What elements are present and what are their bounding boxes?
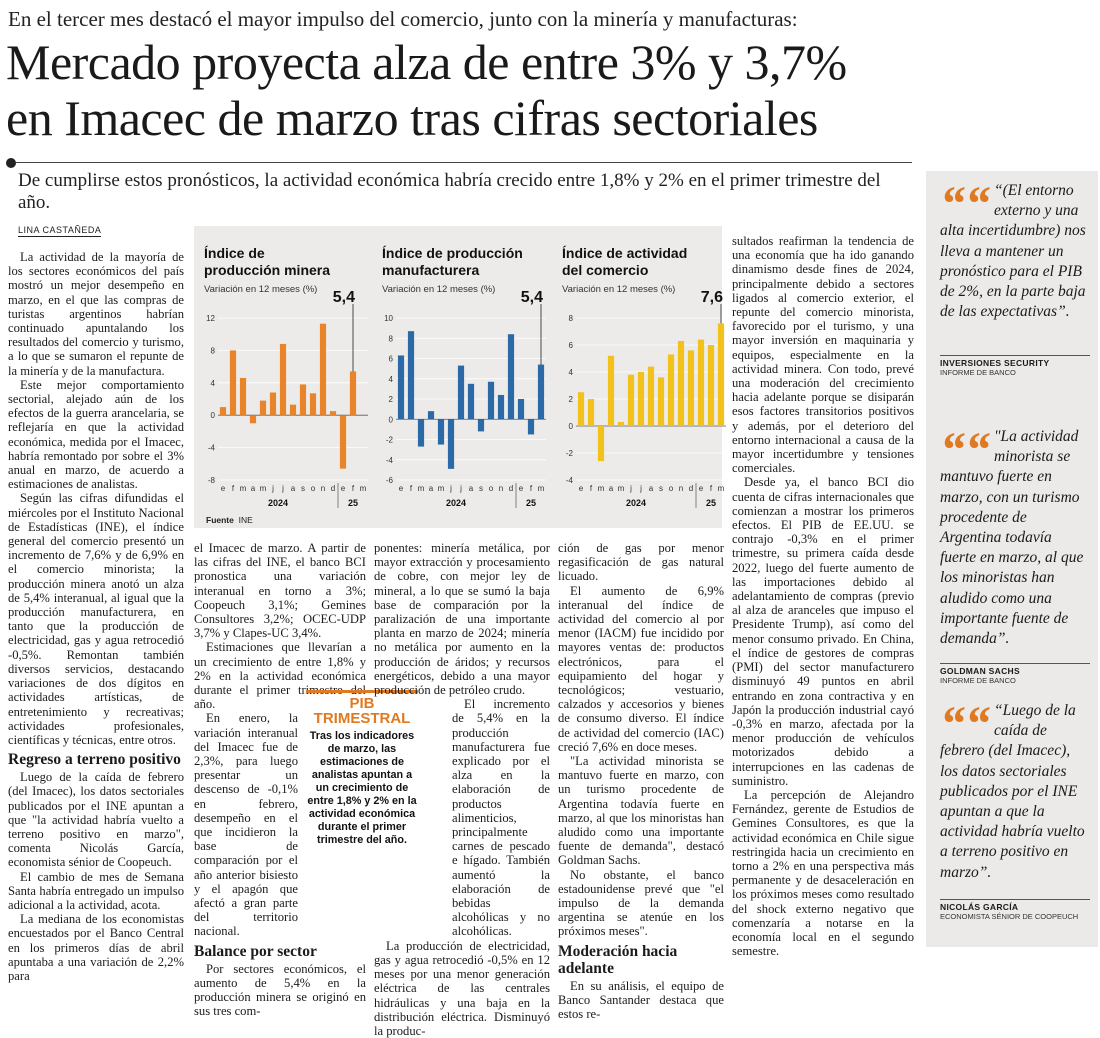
bar	[618, 422, 624, 426]
article-column-4	[558, 541, 724, 1022]
pib-body: Tras los indicadores de marzo, las estimaciones de analistas apuntan a un crecimiento de entre 1,8% y 2% en la actividad económica durante el primer trimestre del año.	[307, 730, 417, 846]
bar	[458, 366, 464, 420]
pull-quote	[940, 175, 1090, 322]
year-label: 2024	[267, 498, 289, 508]
bar	[240, 378, 246, 415]
paragraph: Este mejor comportamiento sectorial, alejado aún de los efectos de la guerra arancelaria, se reflejaría en que la actividad económica, medida por el Imacec, habría remontado por sobre el 3% anual en marzo, de acuerdo a estimaciones de analistas.	[8, 377, 184, 492]
paragraph: La producción de electricidad, gas y agua retrocedió -0,5% en 12 meses por una menor generación eléctrica de las centrales hidráulicas y una baja en la distribución eléctrica. Disminuyó la produc-	[374, 938, 550, 1038]
bar	[538, 365, 544, 420]
pib-heading-2: TRIMESTRAL	[313, 710, 411, 727]
y-tick-label: -4	[565, 476, 573, 485]
paragraph: El aumento de 6,9% interanual del índice de actividad del comercio al por menor (IACM) fue incidido por mayores ventas de: productos electrónicos, para el equipamiento del hogar y tecnológicos; vestuario, calzados y accesorios y bienes de consumo diverso. El índice de actividad del comercio (IAC) creció 7,6% en doce meses.	[558, 583, 724, 754]
paragraph: La percepción de Alejandro Fernández, gerente de Estudios de Gemines Consultores, es que la actividad económica en Chile sigue restringida hacia un crecimiento en torno a 2% en una perspectiva más permanente y de desaceleración en los próximos meses como resultado del shock externo negativo que comenzaría a notarse en la economía local en el segundo semestre.	[732, 787, 914, 959]
y-tick-label: 6	[388, 354, 393, 364]
paragraph: Estimaciones que llevarían a un crecimiento de entre 1,8% y 2% en la actividad económica durante el primer trimestre del año.	[194, 640, 366, 712]
bar	[438, 419, 444, 444]
section-heading: Moderación hacia adelante	[558, 942, 678, 977]
bar	[648, 367, 654, 426]
x-tick-label: j	[630, 484, 632, 493]
x-tick-label: m	[417, 484, 425, 493]
chart-title: del comercio	[562, 262, 649, 278]
bar	[398, 355, 404, 419]
article-column-1	[8, 250, 184, 983]
x-tick-label: j	[640, 484, 642, 493]
y-tick-label: 4	[210, 378, 215, 388]
bar	[300, 384, 306, 415]
chart-subtitle: Variación en 12 meses (%)	[562, 284, 676, 295]
bar	[478, 419, 484, 431]
article-column-3	[374, 541, 550, 1038]
chart-subtitle: Variación en 12 meses (%)	[204, 284, 318, 295]
x-tick-label: f	[529, 484, 533, 493]
section-heading: Balance por sector	[194, 942, 317, 960]
x-tick-label: f	[409, 484, 413, 493]
x-tick-label: a	[290, 484, 296, 493]
chart-subtitle: Variación en 12 meses (%)	[382, 284, 496, 295]
bar	[290, 405, 296, 416]
paragraph: sultados reafirman la tendencia de una economía que ha ido ganando dinamismo desde fines de 2024, principalmente debido a sectores ligados al comercio exterior, el repunte del comercio minorista, favorecido por el turismo, y una mayor inversión en maquinaria y equipos, especialmente en la actividad minera. Con todo, prevé una moderación del crecimiento hacia adelante porque se disiparán esos factores transitorios positivos y además, por el deterioro del entorno internacional a causa de la mayor incertidumbre y tensiones comerciales.	[732, 234, 914, 476]
y-tick-label: 12	[206, 314, 215, 323]
bar	[260, 401, 266, 416]
x-tick-label: m	[597, 484, 605, 493]
bar	[408, 331, 414, 419]
paragraph: En enero, la variación interanual del Imacec fue de 2,3%, para luego presentar un descenso de -0,1% en febrero, desempeño en el que incidieron la base de comparación por el año anterior bisiesto y el apagón que afectó a gran parte del territorio nacional.	[194, 711, 298, 939]
chart-source	[206, 515, 253, 525]
bar	[588, 399, 594, 426]
paragraph: ponentes: minería metálica, por mayor extracción y procesamiento de cobre, con mejor ley de mineral, a lo que se sumó la baja base de comparación por la paralización de una importante planta en marzo de 2024; minería no metálica por aumento en la producción de áridos; y recursos energéticos, debido a una mayor producción de petróleo crudo.	[374, 541, 550, 698]
x-tick-label: a	[648, 484, 654, 493]
x-tick-label: m	[537, 484, 545, 493]
x-tick-label: j	[282, 484, 284, 493]
y-tick-label: -8	[207, 476, 215, 485]
y-tick-label: 6	[568, 341, 573, 350]
bar	[598, 426, 604, 461]
x-tick-label: s	[659, 484, 663, 493]
charts-svg	[194, 226, 725, 528]
x-tick-label: s	[479, 484, 483, 493]
quote-text: "La actividad minorista se mantuvo fuerte en marzo, con un turismo procedente de Argentina todavía fuerte en marzo, al que los minoristas han aludido como una importante fuente de demanda”.	[940, 428, 1084, 648]
bar	[220, 407, 226, 415]
x-tick-label: j	[272, 484, 274, 493]
bar	[340, 415, 346, 468]
x-tick-label: a	[428, 484, 434, 493]
headline-line-1: Mercado proyecta alza de entre 3% y 3,7%	[6, 34, 847, 90]
bar	[270, 393, 276, 416]
y-tick-label: 0	[388, 415, 393, 425]
bar	[668, 354, 674, 426]
quote-source-role: INFORME DE BANCO	[940, 676, 1016, 685]
y-tick-label: 4	[388, 374, 393, 384]
highlight-value: 5,4	[332, 289, 355, 306]
paragraph: El cambio de mes de Semana Santa habría entregado un impulso adicional a la actividad, acota.	[8, 869, 184, 912]
x-tick-label: o	[488, 484, 494, 493]
paragraph: En su análisis, el equipo de Banco Santander destaca que estos re-	[558, 978, 724, 1022]
x-tick-label: n	[498, 484, 504, 493]
chart-title: Índice de producción	[382, 245, 523, 261]
x-tick-label: o	[668, 484, 674, 493]
bar	[528, 419, 534, 434]
paragraph: "La actividad minorista se mantuvo fuerte en marzo, con un turismo procedente de Argentina todavía fuerte en marzo, al que los minoristas han aludido como una importante fuente de demanda", destacó Goldman Sachs.	[558, 754, 724, 868]
headline-line-2: en Imacec de marzo tras cifras sectoriales	[6, 90, 818, 146]
highlight-value: 7,6	[700, 289, 723, 306]
y-tick-label: 8	[210, 346, 215, 356]
headline	[6, 34, 847, 146]
x-tick-label: f	[231, 484, 235, 493]
year-label: 25	[525, 498, 537, 508]
y-tick-label: 0	[210, 411, 215, 421]
pib-heading-1: PIB	[349, 695, 375, 712]
bar	[688, 350, 694, 426]
kicker: En el tercer mes destacó el mayor impulso del comercio, junto con la minería y manufacturas:	[8, 7, 798, 31]
year-label: 25	[347, 498, 359, 508]
y-tick-label: 0	[568, 422, 573, 431]
rule-dot	[6, 158, 16, 168]
year-label: 2024	[445, 498, 467, 508]
highlight-value: 5,4	[520, 289, 543, 306]
bar	[330, 411, 336, 415]
x-tick-label: e	[340, 484, 346, 493]
x-tick-label: e	[698, 484, 704, 493]
paragraph: el Imacec de marzo. A partir de las cifras del INE, el banco BCI pronostica una variación interanual en torno a 3%; Coopeuch 3,1%; Gemines Consultores 3,2%; OCEC-UDP 3,7% y Clapes-UC 3,4%.	[194, 541, 366, 641]
paragraph: Por sectores económicos, el aumento de 5,4% en la producción minera se originó en sus tres com-	[194, 961, 366, 1019]
quote-source-name: INVERSIONES SECURITY	[940, 358, 1050, 368]
y-tick-label: 4	[568, 368, 573, 377]
quote-source-role: INFORME DE BANCO	[940, 368, 1016, 377]
quote-mark-icon: ““	[940, 421, 990, 477]
x-tick-label: d	[508, 484, 514, 493]
bar	[468, 384, 474, 419]
byline: LINA CASTAÑEDA	[18, 225, 102, 235]
quote-source-name: GOLDMAN SACHS	[940, 666, 1020, 676]
paragraph: Según las cifras difundidas el miércoles por el Instituto Nacional de Estadísticas (INE), el índice general del comercio presentó un incremento de 7,6% y de 6,9% en el comercio minorista; la producción minera anotó un alza de 5,4% interanual, al igual que la producción manufacturera, en tanto que la producción de electricidad, gas y agua retrocedió -0,5%. Remontan también diversos servicios, destacando variaciones de dos dígitos en actividades artísticas, de entretenimiento y recreativas; actividades profesionales, científicas y técnicas, entre otros.	[8, 491, 184, 747]
bar	[498, 395, 504, 419]
bar	[718, 323, 724, 426]
bar	[518, 399, 524, 419]
x-tick-label: n	[320, 484, 326, 493]
bar	[678, 341, 684, 426]
x-tick-label: m	[437, 484, 445, 493]
section-heading: Regreso a terreno positivo	[8, 751, 181, 769]
bar	[638, 372, 644, 426]
subtitle: De cumplirse estos pronósticos, la actividad económica habría crecido entre 1,8% y 2% en el primer trimestre del año.	[18, 170, 881, 213]
bar	[280, 344, 286, 415]
y-tick-label: -4	[385, 455, 393, 465]
x-tick-label: a	[250, 484, 256, 493]
quote-attribution	[940, 355, 1090, 377]
bar	[698, 340, 704, 426]
bar	[310, 393, 316, 415]
y-tick-label: -6	[385, 476, 393, 485]
paragraph: El incremento de 5,4% en la producción manufacturera fue explicado por el alza en la elaboración de productos alimenticios, principalmente carnes de pescado e hígado. También aumentó la elaboración de bebidas alcohólicas y no alcohólicas.	[452, 697, 550, 939]
quote-mark-icon: ““	[940, 695, 990, 751]
paragraph: La actividad de la mayoría de los sectores económicos del país mostró un mejor desempeño en marzo, en el que las compras de turistas argentinos habrían continuado apuntalando los resultados del comercio y turismo, a lo que se sumaron el repunte de la minería y de la manufactura.	[8, 250, 184, 378]
bar	[350, 371, 356, 415]
chart-title: manufacturera	[382, 262, 480, 278]
x-tick-label: j	[450, 484, 452, 493]
paragraph: ción de gas por menor regasificación de gas natural licuado.	[558, 541, 724, 584]
bar	[250, 415, 256, 423]
paragraph: No obstante, el banco estadounidense prevé que "el impulso de la demanda argentina se atenúe en los próximos meses".	[558, 867, 724, 939]
x-tick-label: m	[259, 484, 267, 493]
y-tick-label: 10	[384, 314, 393, 323]
bar	[418, 419, 424, 446]
x-tick-label: f	[351, 484, 355, 493]
x-tick-label: m	[359, 484, 367, 493]
quote-source-role: ECONOMISTA SÉNIOR DE COOPEUCH	[940, 912, 1079, 921]
quotes-sidebar	[926, 171, 1098, 947]
bar	[448, 419, 454, 469]
quote-source-name: NICOLÁS GARCÍA	[940, 902, 1019, 912]
x-tick-label: e	[398, 484, 404, 493]
paragraph: Luego de la caída de febrero (del Imacec), los datos sectoriales publicados por el INE apuntan a que "la actividad habría vuelto a terreno positivo en marzo", comenta Nicolás García, economista sénior de Coopeuch.	[8, 770, 184, 870]
bar	[320, 324, 326, 416]
y-tick-label: 8	[388, 334, 393, 344]
x-tick-label: n	[678, 484, 684, 493]
chart-title: Índice de actividad	[562, 245, 688, 261]
quote-text: “Luego de la caída de febrero (del Imacec), los datos sectoriales publicados por el INE apuntan a que la actividad habría vuelto a terreno positivo en marzo”.	[940, 702, 1085, 881]
chart-source-value: INE	[238, 515, 253, 525]
quote-attribution	[940, 663, 1090, 685]
y-tick-label: -2	[385, 435, 393, 445]
paragraph: La mediana de los economistas encuestados por el Banco Central en los primeros días de abril apuntaba a una variación de 2,2% para	[8, 912, 184, 983]
article-column-5	[732, 234, 914, 959]
bar	[428, 411, 434, 419]
y-tick-label: -2	[565, 449, 573, 458]
x-tick-label: e	[518, 484, 524, 493]
x-tick-label: d	[330, 484, 336, 493]
x-tick-label: j	[460, 484, 462, 493]
pull-quote	[940, 421, 1090, 649]
bar	[608, 356, 614, 426]
year-label: 2024	[625, 498, 647, 508]
chart-title: Índice de	[204, 245, 265, 261]
x-tick-label: d	[688, 484, 694, 493]
quote-attribution	[940, 899, 1090, 921]
bar	[578, 392, 584, 426]
y-tick-label: 2	[568, 395, 573, 404]
bar	[628, 375, 634, 426]
quote-mark-icon: ““	[940, 175, 990, 231]
x-tick-label: a	[608, 484, 614, 493]
x-tick-label: f	[589, 484, 593, 493]
bar	[708, 345, 714, 426]
x-tick-label: a	[468, 484, 474, 493]
bar	[658, 377, 664, 426]
paragraph: Desde ya, el banco BCI dio cuenta de cifras internacionales que comienzan a mostrar los primeros efectos. El PIB de EE.UU. se contrajo -0,3% en el primer trimestre, su primera caída desde 2022, luego del fuerte aumento de las importaciones debido al adelantamiento de compras (previo al alza de aranceles que impuso el Presidente Trump), así como del menor consumo privado. En China, el índice de gestores de compras (PMI) del sector manufacturero disminuyó 49 puntos en abril entrando en zona contractiva y en Japón la producción industrial cayó -0,3% en marzo, afectada por la menor producción de vehículos motorizados debido a interrupciones en las cadenas de suministro.	[732, 475, 914, 788]
headline-rule	[16, 162, 912, 163]
y-tick-label: -4	[207, 443, 215, 453]
bar	[508, 334, 514, 419]
x-tick-label: m	[239, 484, 247, 493]
chart-panel	[194, 226, 725, 528]
x-tick-label: f	[709, 484, 713, 493]
x-tick-label: o	[310, 484, 316, 493]
x-tick-label: m	[617, 484, 625, 493]
quote-text: “(El entorno externo y una alta incertidumbre) nos lleva a mantener un pronóstico para el PIB de 2%, en la parte baja de las expectativas”.	[940, 182, 1086, 321]
x-tick-label: s	[301, 484, 305, 493]
x-tick-label: e	[220, 484, 226, 493]
y-tick-label: 2	[388, 395, 393, 404]
bar	[488, 382, 494, 419]
y-tick-label: 8	[568, 314, 573, 323]
pull-quote	[940, 695, 1090, 883]
bar	[230, 350, 236, 415]
chart-source-label: Fuente	[206, 515, 234, 525]
x-tick-label: m	[717, 484, 725, 493]
x-tick-label: e	[578, 484, 584, 493]
chart-title: producción minera	[204, 262, 331, 278]
year-label: 25	[705, 498, 717, 508]
